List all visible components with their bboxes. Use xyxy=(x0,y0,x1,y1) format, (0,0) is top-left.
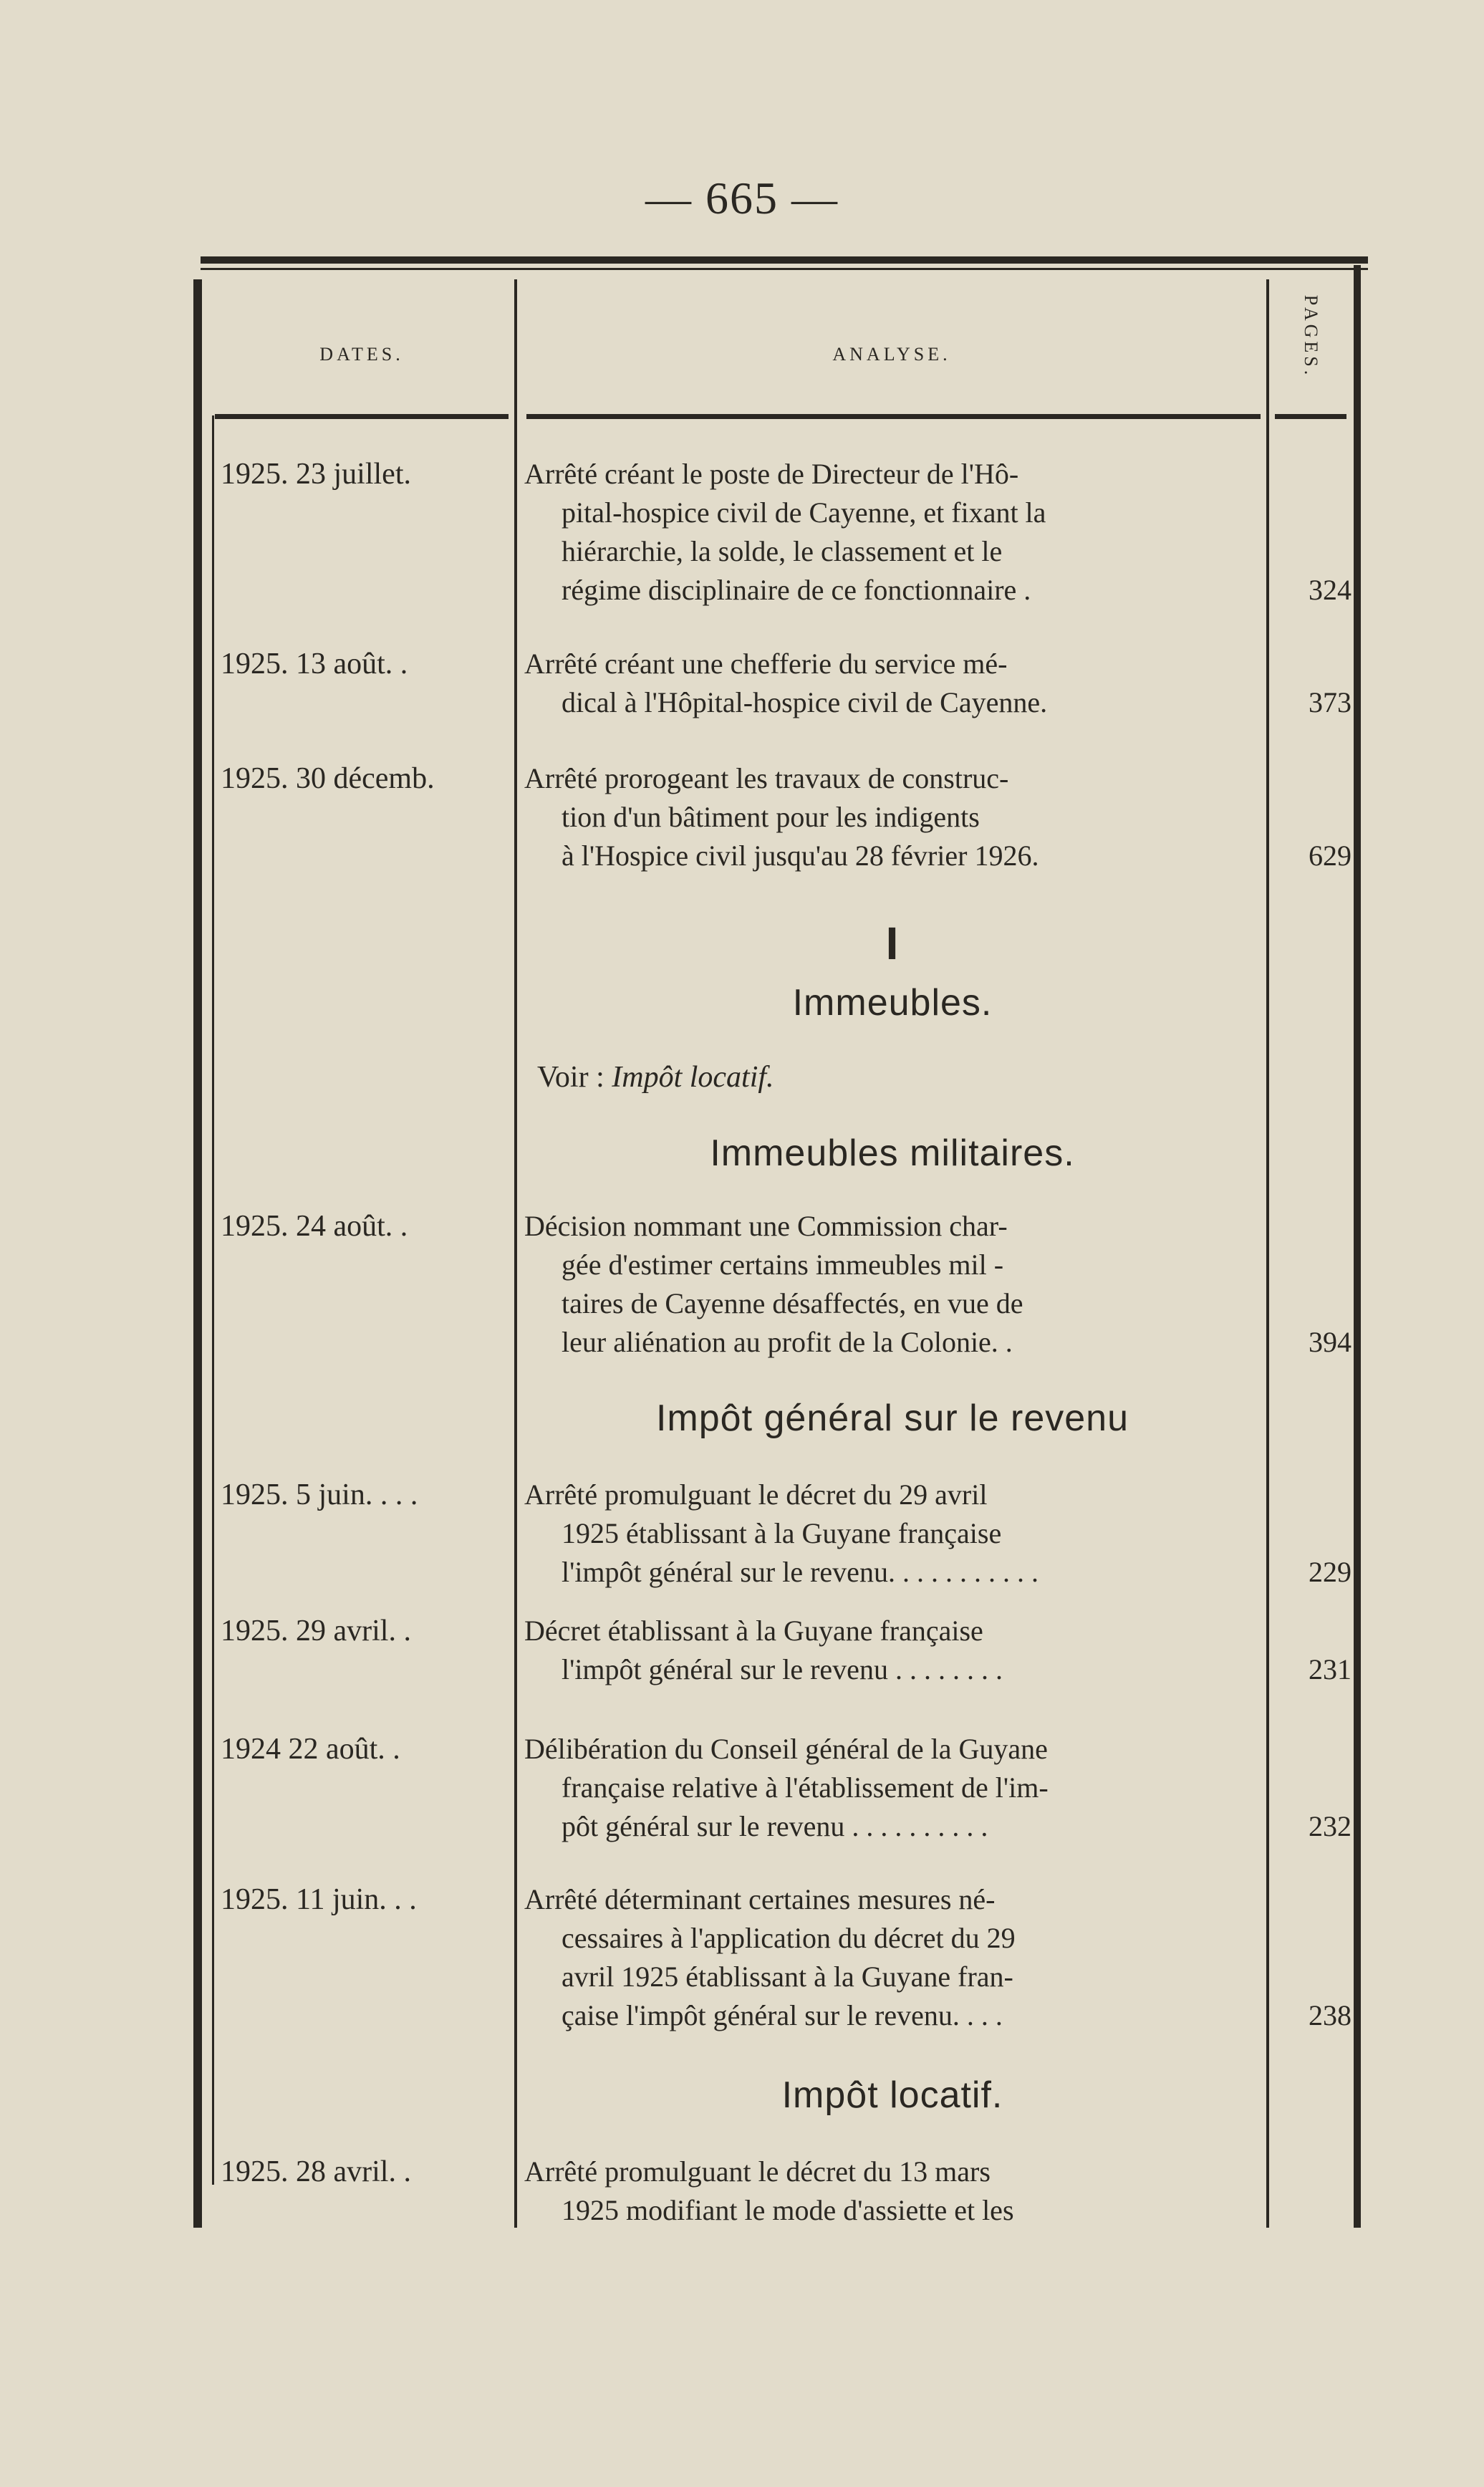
entry-analysis: Délibération du Conseil général de la Guyane française relative à l'établissement de l'im- pôt général sur le revenu . . . . . . . . . . xyxy=(524,1733,1049,1842)
header-rule-analyse xyxy=(526,414,1261,419)
entry-page: 232 xyxy=(1309,1810,1352,1842)
entry-page: 373 xyxy=(1309,686,1352,718)
entry-page: 629 xyxy=(1309,840,1352,872)
entry-date: 1925. 30 décemb. xyxy=(221,762,435,795)
section-heading-immeubles-militaires: Immeubles militaires. xyxy=(710,1132,1075,1174)
column-header-pages: PAGES. xyxy=(1301,294,1321,379)
entry-analysis: Arrêté créant une chefferie du service mé- dical à l'Hôpital-hospice civil de Cayenne. xyxy=(524,648,1048,718)
table-left-inner-border xyxy=(212,415,214,2185)
entry-date: 1925. 29 avril. . xyxy=(221,1615,411,1647)
page-number: — 665 — xyxy=(645,173,839,223)
column-header-analyse: ANALYSE. xyxy=(832,344,951,365)
entry-analysis: Arrêté déterminant certaines mesures né- cessaires à l'application du décret du 29 avril 1925 établissant à la Guyane fran- çaise l'impôt général sur le revenu. . . . xyxy=(524,1883,1016,2031)
entry-page: 394 xyxy=(1309,1326,1352,1358)
section-heading-immeubles: Immeubles. xyxy=(792,982,993,1024)
section-letter: I xyxy=(885,918,900,969)
entry-date: 1925. 13 août. . xyxy=(221,648,408,680)
column-divider-dates xyxy=(514,279,517,2228)
entry-page: 238 xyxy=(1309,1999,1352,2031)
index-table xyxy=(186,251,1368,2235)
entry-page: 231 xyxy=(1309,1653,1352,1685)
entry-analysis: Décision nommant une Commission char- gée d'estimer certains immeubles mil - taires de Cayenne désaffectés, en vue de leur aliénation au profit de la Colonie. . xyxy=(524,1210,1023,1358)
header-rule-pages xyxy=(1275,414,1346,419)
entry-date: 1925. 23 juillet. xyxy=(221,458,411,491)
entry-analysis: Arrêté prorogeant les travaux de construc- tion d'un bâtiment pour les indigents à l'Hospice civil jusqu'au 28 février 1926. xyxy=(524,762,1039,872)
entry-page: 324 xyxy=(1309,574,1352,606)
entry-date: 1925. 24 août. . xyxy=(221,1210,408,1243)
entry-analysis: Arrêté promulguant le décret du 13 mars 1925 modifiant le mode d'assiette et les xyxy=(524,2155,1014,2226)
entry-date: 1925. 28 avril. . xyxy=(221,2155,411,2188)
column-header-dates: DATES. xyxy=(319,344,404,365)
table-top-rule-thin xyxy=(201,268,1368,270)
column-divider-analyse xyxy=(1266,279,1269,2228)
table-left-border xyxy=(193,279,202,2228)
entry-analysis: Arrêté créant le poste de Directeur de l'Hô- pital-hospice civil de Cayenne, et fixant la hiérarchie, la solde, le classement et le régime disciplinaire de ce fonctionnaire . xyxy=(524,458,1046,606)
section-heading-impot-locatif: Impôt locatif. xyxy=(781,2074,1003,2116)
entry-date: 1925. 11 juin. . . xyxy=(221,1883,417,1916)
see-also-note: Voir : Impôt locatif. xyxy=(537,1061,774,1094)
entry-date: 1924 22 août. . xyxy=(221,1733,400,1766)
table-right-border xyxy=(1354,265,1361,2228)
entry-date: 1925. 5 juin. . . . xyxy=(221,1478,418,1511)
entry-analysis: Arrêté promulguant le décret du 29 avril 1925 établissant à la Guyane française l'impôt général sur le revenu. . . . . . . . . . . xyxy=(524,1478,1039,1588)
section-heading-impot-general: Impôt général sur le revenu xyxy=(655,1398,1129,1439)
entry-page: 229 xyxy=(1309,1556,1352,1588)
entry-analysis: Décret établissant à la Guyane française l'impôt général sur le revenu . . . . . . . . xyxy=(524,1615,1003,1685)
header-rule-dates xyxy=(215,414,509,419)
table-top-rule xyxy=(201,256,1368,264)
